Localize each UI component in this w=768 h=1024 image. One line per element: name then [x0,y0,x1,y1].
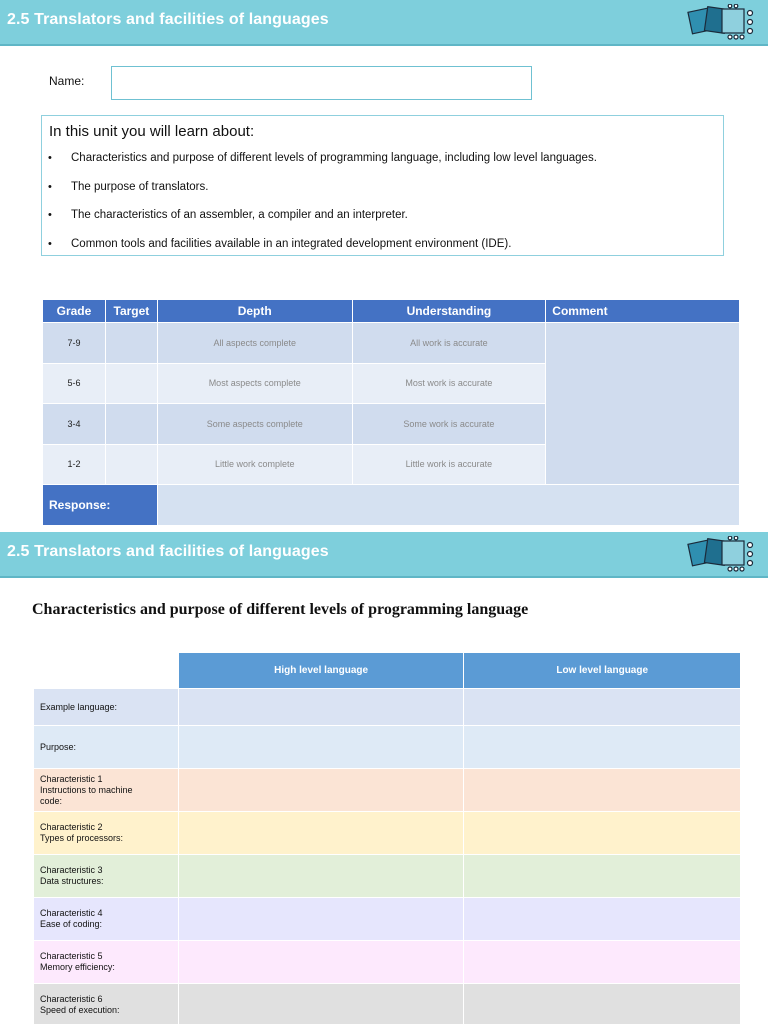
row-label-line: Types of processors: [40,833,124,843]
list-item [48,238,597,267]
target-cell[interactable] [105,444,157,485]
high-level-cell[interactable] [178,984,464,1024]
page-banner [0,532,768,578]
table-row [34,984,741,1024]
row-label-line: Memory efficiency: [40,962,115,972]
target-cell[interactable] [105,404,157,445]
row-label [34,769,179,812]
table-row [34,941,741,984]
row-label-line: code: [40,795,63,806]
high-level-cell[interactable] [178,812,464,855]
understanding-cell: Little work is accurate [352,444,546,485]
depth-cell: Most aspects complete [157,363,352,404]
bullet-icon: • [48,237,52,250]
row-label-line: Purpose: [40,741,77,752]
depth-cell: Little work complete [157,444,352,485]
high-level-cell[interactable] [178,855,464,898]
objective-text: Common tools and facilities available in an integrated development environment (IDE). [71,237,512,250]
row-label-line: Ease of coding: [40,919,103,929]
objective-text: The characteristics of an assembler, a compiler and an interpreter. [71,209,408,221]
list-item [48,181,597,210]
response-cell[interactable] [157,485,739,526]
row-label-line: Characteristic 3 [40,865,103,875]
row-label-line: Characteristic 2 [40,822,103,832]
low-level-cell[interactable] [464,689,741,726]
table-header-row [34,653,741,689]
grade-cell: 3-4 [43,404,106,445]
objectives-heading: In this unit you will learn about: [49,123,255,140]
table-header-row [43,300,740,323]
table-row [34,898,741,941]
row-label [34,941,179,984]
row-label-line: Characteristic 4 [40,908,103,918]
response-row [43,485,740,526]
grade-cell: 7-9 [43,323,106,364]
response-label: Response: [43,485,158,526]
table-row [34,812,741,855]
high-level-cell[interactable] [178,689,464,726]
name-input[interactable] [111,66,532,100]
low-level-cell[interactable] [464,812,741,855]
objective-text: Characteristics and purpose of different levels of programming language, including low level languages. [71,152,597,164]
high-level-header: High level language [178,653,464,689]
list-item [48,209,597,238]
row-label [34,855,179,898]
page-banner [0,0,768,46]
row-label [34,812,179,855]
bullet-icon: • [48,180,52,193]
name-label: Name: [49,74,85,88]
grade-cell: 1-2 [43,444,106,485]
depth-cell: All aspects complete [157,323,352,364]
target-cell[interactable] [105,323,157,364]
circuit-logo-icon [686,536,762,572]
depth-cell: Some aspects complete [157,404,352,445]
row-label-line: Speed of execution: [40,1005,120,1015]
understanding-cell: Most work is accurate [352,363,546,404]
grade-table [42,299,740,526]
table-row [34,769,741,812]
objectives-list [48,152,597,266]
bullet-icon: • [48,152,52,164]
list-item [48,152,597,181]
understanding-header: Understanding [352,300,546,323]
grade-cell: 5-6 [43,363,106,404]
table-row [34,726,741,769]
comment-header: Comment [546,300,740,323]
understanding-cell: All work is accurate [352,323,546,364]
row-label-line: Instructions to machine [40,784,133,795]
high-level-cell[interactable] [178,941,464,984]
grade-header: Grade [43,300,106,323]
row-label-line: Example language: [40,701,118,712]
low-level-cell[interactable] [464,855,741,898]
row-label-line: Characteristic 5 [40,951,103,961]
table-row [34,855,741,898]
low-level-header: Low level language [464,653,741,689]
comment-cell[interactable] [546,323,740,485]
target-cell[interactable] [105,363,157,404]
low-level-cell[interactable] [464,984,741,1024]
row-label-line: Characteristic 6 [40,994,103,1004]
high-level-cell[interactable] [178,726,464,769]
bullet-icon: • [48,209,52,221]
row-label [34,898,179,941]
low-level-cell[interactable] [464,726,741,769]
language-comparison-table [33,652,741,1024]
row-label [34,726,179,769]
table-row [43,323,740,364]
low-level-cell[interactable] [464,769,741,812]
row-label [34,689,179,726]
blank-header [34,653,179,689]
depth-header: Depth [157,300,352,323]
learning-objectives-box [41,115,724,256]
row-label-line: Data structures: [40,876,104,886]
high-level-cell[interactable] [178,769,464,812]
table-row [34,689,741,726]
circuit-logo-icon [686,4,762,40]
target-header: Target [105,300,157,323]
row-label [34,984,179,1024]
row-label-line: Characteristic 1 [40,773,103,784]
low-level-cell[interactable] [464,941,741,984]
low-level-cell[interactable] [464,898,741,941]
high-level-cell[interactable] [178,898,464,941]
banner-title: 2.5 Translators and facilities of languages [7,11,329,28]
banner-title: 2.5 Translators and facilities of languages [7,543,329,560]
understanding-cell: Some work is accurate [352,404,546,445]
objective-text: The purpose of translators. [71,180,209,193]
section-heading: Characteristics and purpose of different levels of programming language [32,601,529,618]
